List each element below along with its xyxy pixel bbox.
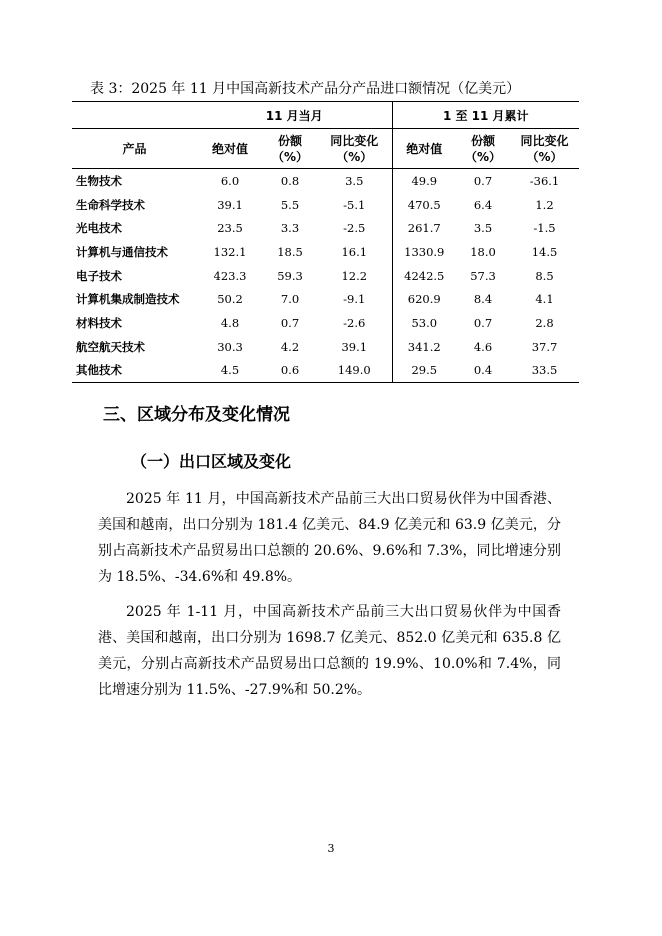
value-cell-m-abs: 132.1	[213, 244, 247, 259]
value-cell-m-yoy: 12.2	[317, 264, 392, 288]
table-row	[72, 287, 579, 311]
import-by-product-table	[72, 101, 579, 383]
value-cell-m-abs: 30.3	[217, 339, 243, 354]
value-cell-c-abs: 261.7	[407, 221, 441, 236]
value-cell-m-share: 3.3	[280, 221, 300, 236]
product-name-cell: 光电技术	[76, 221, 122, 236]
value-cell-m-share: 5.5	[280, 197, 300, 212]
section-title: 三、区域分布及变化情况	[103, 405, 290, 425]
value-cell-c-share: 0.4	[456, 359, 510, 383]
table-group-header-row	[72, 102, 579, 129]
table-row	[72, 335, 579, 359]
table-caption: 表 3：2025 年 11 月中国高新技术产品分产品进口额情况（亿美元）	[90, 81, 521, 97]
group-header-current-month: 11 月当月	[197, 102, 392, 129]
product-name-cell: 航空航天技术	[76, 339, 145, 354]
value-cell-m-yoy: -9.1	[317, 287, 392, 311]
value-cell-m-abs: 50.2	[217, 292, 243, 307]
value-cell-c-yoy: 4.1	[535, 292, 554, 307]
col-header-yoy-cumulative: 同比变化 （%）	[510, 129, 579, 169]
value-cell-c-abs: 470.5	[407, 197, 441, 212]
value-cell-m-yoy: 149.0	[317, 359, 392, 383]
table-row	[72, 240, 579, 264]
value-cell-c-yoy: 8.5	[535, 268, 554, 283]
product-name-cell: 生物技术	[72, 169, 197, 193]
value-cell-c-yoy: 33.5	[510, 359, 579, 383]
value-cell-m-share: 0.7	[280, 315, 300, 330]
col-header-share-month: 份额 （%）	[263, 129, 317, 169]
col-header-product: 产品	[72, 129, 197, 169]
value-cell-m-abs: 39.1	[217, 197, 243, 212]
product-name-cell: 电子技术	[76, 268, 122, 283]
product-name-cell: 计算机集成制造技术	[76, 292, 180, 307]
value-cell-c-yoy: 37.7	[531, 339, 558, 354]
value-cell-m-yoy: 16.1	[317, 240, 392, 264]
product-name-cell: 材料技术	[76, 315, 122, 330]
value-cell-m-yoy: 3.5	[317, 169, 392, 193]
value-cell-c-yoy: 14.5	[531, 244, 558, 259]
table-row	[72, 359, 579, 383]
value-cell-c-share: 57.3	[470, 268, 496, 283]
value-cell-c-share: 6.4	[473, 197, 493, 212]
paragraph-november: 2025 年 11 月，中国高新技术产品前三大出口贸易伙伴为中国香港、美国和越南，出口分别为 181.4 亿美元、84.9 亿美元和 63.9 亿美元，分别占高新技术产品贸易出口总额的 20.6%、9.6%和 7.3%，同比增速分别为 18.5%、-34.6%和 49.8%。	[98, 491, 561, 585]
table-column-header-row	[72, 129, 579, 169]
value-cell-m-share: 0.8	[263, 169, 317, 193]
value-cell-m-share: 59.3	[277, 268, 303, 283]
value-cell-m-abs: 6.0	[197, 169, 263, 193]
value-cell-m-abs: 23.5	[217, 221, 243, 236]
value-cell-c-yoy: 2.8	[535, 315, 554, 330]
page-number: 3	[327, 842, 335, 855]
col-header-yoy-month: 同比变化 （%）	[317, 129, 392, 169]
product-name-cell: 其他技术	[72, 359, 197, 383]
value-cell-c-yoy: -36.1	[510, 169, 579, 193]
product-name-cell: 生命科学技术	[76, 197, 145, 212]
value-cell-c-share: 0.7	[456, 169, 510, 193]
value-cell-c-abs: 1330.9	[404, 244, 445, 259]
value-cell-m-yoy: -5.1	[317, 193, 392, 217]
value-cell-c-abs: 49.9	[392, 169, 456, 193]
col-header-share-cumulative: 份额 （%）	[456, 129, 510, 169]
table-row	[72, 193, 579, 217]
table-row	[72, 169, 579, 193]
value-cell-c-abs: 341.2	[407, 339, 441, 354]
value-cell-m-yoy: -2.6	[317, 311, 392, 335]
value-cell-m-share: 18.5	[277, 244, 303, 259]
value-cell-c-abs: 4242.5	[404, 268, 445, 283]
value-cell-m-yoy: -2.5	[317, 216, 392, 240]
subsection-title: （一）出口区域及变化	[131, 452, 292, 471]
table-row	[72, 264, 579, 288]
value-cell-c-abs: 620.9	[407, 292, 441, 307]
value-cell-m-yoy: 39.1	[317, 335, 392, 359]
table-row	[72, 311, 579, 335]
col-header-abs-month: 绝对值	[197, 129, 263, 169]
value-cell-c-abs: 29.5	[392, 359, 456, 383]
value-cell-m-abs: 4.8	[220, 315, 240, 330]
value-cell-m-share: 0.6	[263, 359, 317, 383]
group-header-cumulative: 1 至 11 月累计	[392, 102, 579, 129]
product-name-cell: 计算机与通信技术	[76, 244, 168, 259]
paragraph-jan-nov: 2025 年 1-11 月，中国高新技术产品前三大出口贸易伙伴为中国香港、美国和越南，出口分别为 1698.7 亿美元、852.0 亿美元和 635.8 亿美元，分别占高新技术产品贸易出口总额的 19.9%、10.0%和 7.4%，同比增速分别为 11.5%、-27.9%和 50.2%。	[98, 604, 561, 698]
value-cell-m-share: 4.2	[280, 339, 300, 354]
table-row	[72, 216, 579, 240]
value-cell-c-share: 18.0	[470, 244, 496, 259]
col-header-abs-cumulative: 绝对值	[392, 129, 456, 169]
value-cell-c-yoy: -1.5	[533, 221, 556, 236]
value-cell-c-share: 8.4	[473, 292, 493, 307]
value-cell-c-share: 0.7	[473, 315, 493, 330]
value-cell-m-share: 7.0	[280, 292, 300, 307]
value-cell-c-share: 3.5	[473, 221, 493, 236]
value-cell-m-abs: 4.5	[197, 359, 263, 383]
value-cell-c-yoy: 1.2	[535, 197, 554, 212]
value-cell-m-abs: 423.3	[213, 268, 247, 283]
value-cell-c-abs: 53.0	[411, 315, 438, 330]
value-cell-c-share: 4.6	[473, 339, 493, 354]
